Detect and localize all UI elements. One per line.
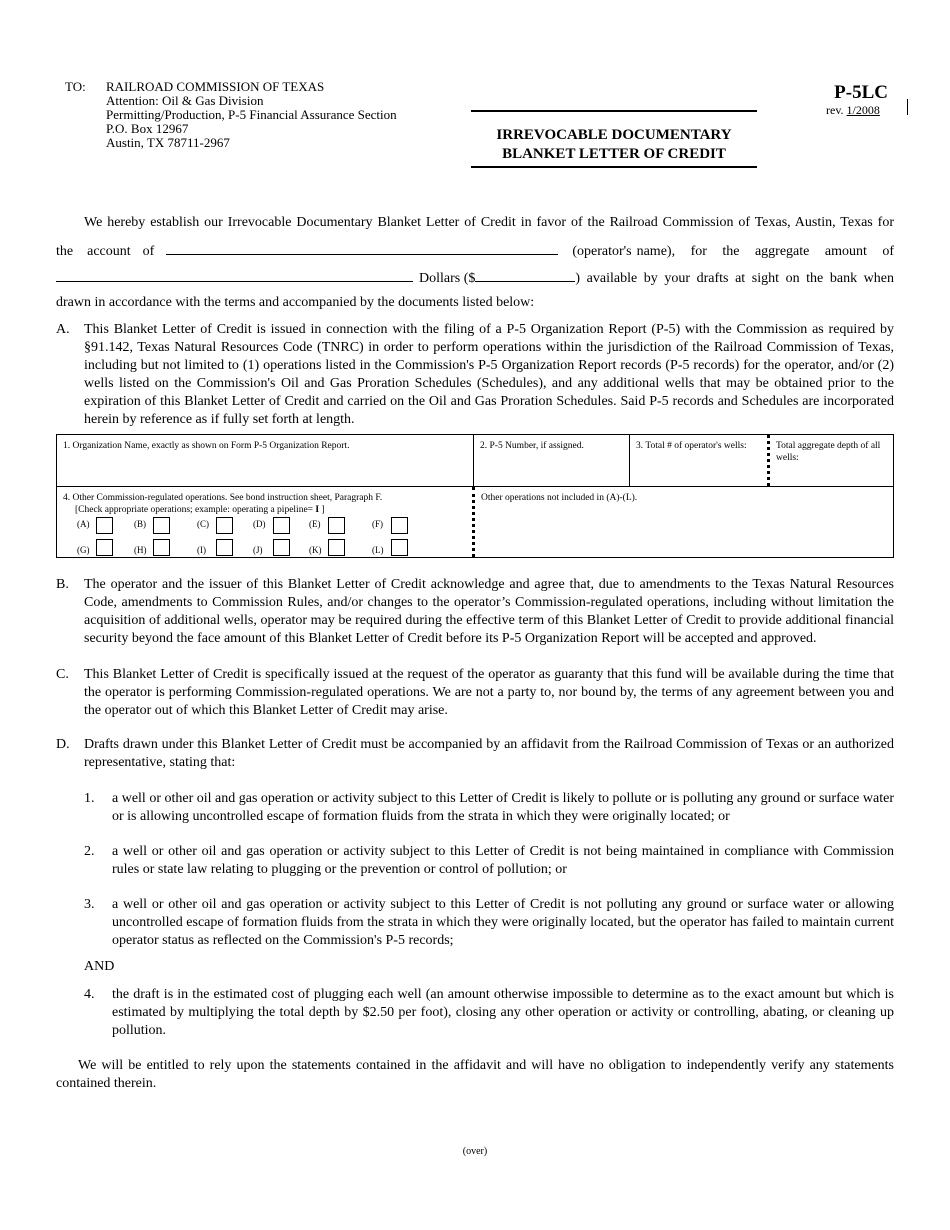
section-text: This Blanket Letter of Credit is specifically issued at the request of the operator as guaranty that this fund will be available during the time that the operator is performing Commission-regulated operations. We are not a party to, nor bound by, the terms of any agreement between you and the operator out of which this Blanket Letter of Credit may arise.: [84, 667, 894, 718]
intro-line-amount: [56, 269, 894, 287]
organization-name-field[interactable]: 1. Organization Name, exactly as shown on Form P-5 Organization Report.: [63, 441, 350, 451]
section-a: [56, 321, 894, 429]
aggregate-depth-field[interactable]: Total aggregate depth of all wells:: [776, 441, 881, 463]
intro-line: We hereby establish our Irrevocable Documentary Blanket Letter of Credit in favor of the Railroad Commission of Texas, Austin, Texas for: [84, 215, 894, 230]
checkbox-label: (E): [309, 519, 321, 529]
intro-word: name),: [636, 244, 676, 259]
section-label: C.: [56, 667, 69, 682]
revision-label: rev.: [826, 103, 844, 117]
checkbox-c[interactable]: [216, 517, 233, 534]
checkbox-label: (G): [77, 545, 90, 555]
intro-word: amount: [824, 244, 867, 259]
checkbox-a[interactable]: [96, 517, 113, 534]
section-b: [56, 576, 894, 648]
checkbox-label: (F): [372, 519, 383, 529]
intro-text: ) available by your drafts at sight on the bank when: [575, 271, 894, 286]
address-line: RAILROAD COMMISSION OF TEXAS: [106, 79, 325, 94]
checkbox-label: (B): [134, 519, 146, 529]
section-label: B.: [56, 577, 69, 592]
section-text: Drafts drawn under this Blanket Letter of Credit must be accompanied by an affidavit from the Railroad Commission of Texas or an authorized representative, stating that:: [84, 737, 894, 770]
section-text: The operator and the issuer of this Blanket Letter of Credit acknowledge and agree that, due to amendments to the Texas Natural Resources Code, amendments to Commission Rules, and/or changes to the operator’s Commission-regulated operations, including without limitation the acquisition of additional wells, operator may be required during the effective term of this Blanket Letter of Credit to provide additional financial security beyond the face amount of this Blanket Letter of Credit before its P-5 Organization Report will be accepted and approved.: [84, 577, 894, 646]
amount-words-field[interactable]: [56, 269, 413, 282]
operator-info-table: [56, 434, 894, 558]
revision: [826, 103, 880, 118]
checkbox-e[interactable]: [328, 517, 345, 534]
checkbox-i[interactable]: [216, 539, 233, 556]
dollars-label: Dollars ($: [419, 271, 476, 286]
checkbox-h[interactable]: [153, 539, 170, 556]
condition-text: a well or other oil and gas operation or activity subject to this Letter of Credit is likely to pollute or is polluting any ground or surface water or is allowing uncontrolled escape of formation fluids from the strata in which they were originally located; or: [112, 791, 894, 824]
condition-item: [84, 790, 894, 826]
page-footer: (over): [462, 1146, 488, 1157]
checkbox-label: (C): [197, 519, 209, 529]
checkbox-k[interactable]: [328, 539, 345, 556]
other-operations-section: [57, 487, 473, 521]
section-text: This Blanket Letter of Credit is issued in connection with the filing of a P-5 Organization Report (P-5) with the Commission as required by §91.142, Texas Natural Resources Code (TNRC) in order to perform operations within the jurisdiction of the Railroad Commission of Texas, including but not limited to (1) operations listed in the Commission's P-5 Organization Report records (P-5 records) for the operator, and/or (2) wells listed on the Commission's Oil and Gas Proration Schedules (Schedules), and any additional wells that may be obtained prior to the expiration of this Blanket Letter of Credit and carried on the Oil and Gas Proration Schedules. Said P-5 records and Schedules are incorporated herein by reference as if fully set forth at length.: [84, 322, 894, 427]
title-line: BLANKET LETTER OF CREDIT: [502, 146, 726, 162]
closing-paragraph: We will be entitled to rely upon the statements contained in the affidavit and will have no obligation to independently verify any statements contained therein.: [56, 1058, 894, 1091]
intro-line-account: [56, 242, 894, 260]
form-title: [471, 110, 757, 168]
checkbox-label: (D): [253, 519, 266, 529]
other-operations-heading: 4. Other Commission-regulated operations. See bond instruction sheet, Paragraph F.: [63, 493, 383, 503]
intro-word: account: [87, 244, 131, 259]
p5-number-field[interactable]: 2. P-5 Number, if assigned.: [480, 441, 584, 451]
condition-label: 4.: [84, 987, 95, 1002]
condition-item: [84, 843, 894, 879]
checkbox-f[interactable]: [391, 517, 408, 534]
intro-word: (operator's: [572, 244, 632, 259]
address-line: Austin, TX 78711-2967: [106, 135, 230, 150]
condition-text: a well or other oil and gas operation or activity subject to this Letter of Credit is not being maintained in compliance with Commission rules or state law relating to plugging or the prevention or control of pollution; or: [112, 844, 894, 877]
example-mark: I: [315, 505, 320, 515]
checkbox-label: (I): [197, 545, 206, 555]
checkbox-g[interactable]: [96, 539, 113, 556]
checkbox-j[interactable]: [273, 539, 290, 556]
intro-word: for: [690, 244, 707, 259]
address-line: Permitting/Production, P-5 Financial Assurance Section: [106, 107, 397, 122]
checkbox-b[interactable]: [153, 517, 170, 534]
operator-name-field[interactable]: [166, 242, 558, 255]
intro-word: the: [722, 244, 740, 259]
and-label: AND: [84, 959, 115, 974]
checkbox-label: (K): [309, 545, 322, 555]
section-c: [56, 666, 894, 720]
condition-label: 3.: [84, 897, 95, 912]
address-line: P.O. Box 12967: [106, 121, 189, 136]
condition-text: a well or other oil and gas operation or activity subject to this Letter of Credit is not polluting any ground or surface water or allowing uncontrolled escape of formation fluids from the strata in which they were originally located, but the operator has failed to maintain current operator status as reflected on the Commission's P-5 records;: [112, 897, 894, 948]
revision-bar: [907, 99, 908, 115]
instruction-text: [Check appropriate operations; example: operating a pipeline=: [75, 505, 316, 515]
other-operations-not-included-field[interactable]: Other operations not included in (A)-(L).: [481, 493, 638, 503]
section-d: [56, 736, 894, 772]
to-label: TO:: [65, 79, 86, 94]
condition-label: 1.: [84, 791, 95, 806]
checkbox-label: (A): [77, 519, 90, 529]
checkbox-label: (L): [372, 545, 384, 555]
section-label: D.: [56, 737, 70, 752]
condition-text: the draft is in the estimated cost of plugging each well (an amount otherwise impossible to determine as to the exact amount but which is estimated by multiplying the total depth by $2.50 per foot), closing any other operation or activity or controlling, abating, or cleaning up pollution.: [112, 987, 894, 1038]
instruction-close: ]: [319, 505, 325, 515]
intro-line: drawn in accordance with the terms and accompanied by the documents listed below:: [56, 295, 535, 310]
checkbox-label: (H): [134, 545, 147, 555]
section-label: A.: [56, 322, 70, 337]
checkbox-l[interactable]: [391, 539, 408, 556]
total-wells-field[interactable]: 3. Total # of operator's wells:: [636, 441, 747, 451]
revision-date: 1/2008: [846, 103, 880, 117]
condition-item: [84, 896, 894, 950]
condition-label: 2.: [84, 844, 95, 859]
intro-word: aggregate: [754, 244, 810, 259]
intro-word: of: [882, 244, 895, 259]
intro-word: of: [142, 244, 155, 259]
checkbox-label: (J): [253, 545, 263, 555]
intro-word: the: [56, 244, 74, 259]
title-line: IRREVOCABLE DOCUMENTARY: [496, 127, 732, 143]
recipient-address: [106, 80, 397, 150]
checkbox-d[interactable]: [273, 517, 290, 534]
other-operations-instruction: [75, 504, 467, 516]
address-line: Attention: Oil & Gas Division: [106, 93, 264, 108]
form-id: P-5LC: [834, 82, 888, 103]
condition-item: [84, 986, 894, 1040]
amount-number-field[interactable]: [475, 269, 575, 282]
